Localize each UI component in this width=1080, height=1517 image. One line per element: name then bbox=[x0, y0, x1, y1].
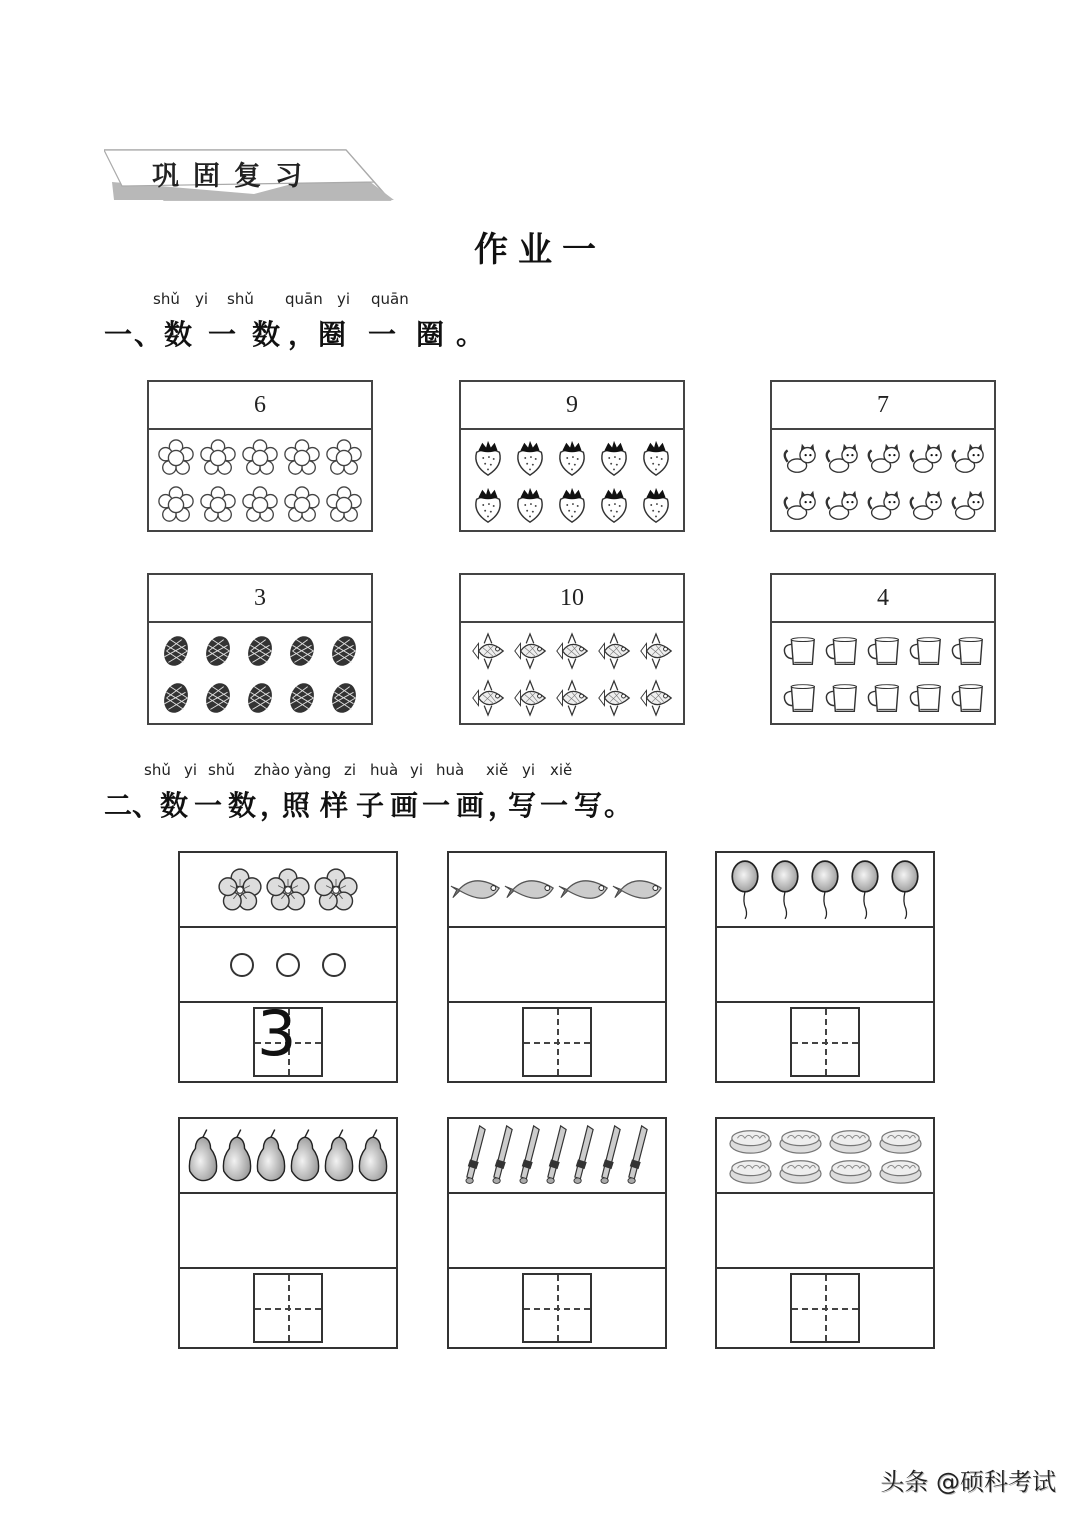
bread-icon bbox=[827, 1127, 874, 1155]
char: ， bbox=[288, 318, 319, 351]
target-number: 4 bbox=[772, 575, 994, 623]
writing-row bbox=[180, 997, 396, 1081]
flower-icon[interactable] bbox=[157, 486, 195, 524]
drawing-area[interactable] bbox=[180, 928, 396, 1003]
fish-icon[interactable] bbox=[595, 632, 633, 670]
flower-icon[interactable] bbox=[325, 486, 363, 524]
fish-icon bbox=[503, 870, 557, 910]
fish-icon[interactable] bbox=[595, 679, 633, 717]
count-box-flowers bbox=[147, 380, 373, 532]
char: 写 bbox=[508, 789, 537, 822]
char: ， bbox=[260, 789, 289, 822]
fish-icon[interactable] bbox=[553, 632, 591, 670]
strawberry-icon[interactable] bbox=[637, 486, 675, 524]
writing-row bbox=[180, 1269, 396, 1347]
pinecone-grid[interactable] bbox=[149, 623, 371, 725]
section-number: 一、 bbox=[104, 318, 165, 351]
char: ， bbox=[488, 789, 517, 822]
cat-icon[interactable] bbox=[780, 439, 818, 477]
char: 数 bbox=[164, 318, 195, 351]
pinyin: xiě bbox=[486, 761, 509, 779]
cup-icon[interactable] bbox=[864, 679, 902, 717]
strawberry-icon[interactable] bbox=[595, 486, 633, 524]
cup-icon[interactable] bbox=[822, 679, 860, 717]
circle-icon bbox=[322, 953, 346, 977]
cat-icon[interactable] bbox=[948, 439, 986, 477]
draw-box-fish bbox=[447, 851, 667, 1083]
pear-icon bbox=[220, 1128, 254, 1184]
pinecone-icon[interactable] bbox=[199, 679, 237, 717]
flower-icon[interactable] bbox=[283, 486, 321, 524]
fish-icon[interactable] bbox=[637, 679, 675, 717]
count-box-pinecones bbox=[147, 573, 373, 725]
drawing-area[interactable] bbox=[717, 928, 933, 1003]
plum-flower-icon bbox=[266, 868, 310, 912]
draw-box-balloons bbox=[715, 851, 935, 1083]
writing-grid[interactable] bbox=[522, 1007, 592, 1077]
draw-box-flowers bbox=[178, 851, 398, 1083]
cat-icon[interactable] bbox=[822, 439, 860, 477]
pinyin: yi bbox=[522, 761, 536, 779]
plum-flower-icon bbox=[218, 868, 262, 912]
strawberry-icon[interactable] bbox=[553, 486, 591, 524]
writing-grid[interactable] bbox=[253, 1273, 323, 1343]
section-banner bbox=[104, 146, 394, 204]
strawberry-icon[interactable] bbox=[469, 486, 507, 524]
char: 画 bbox=[456, 789, 485, 822]
pinecone-icon[interactable] bbox=[241, 679, 279, 717]
balloon-icon bbox=[888, 857, 922, 923]
char: 子 bbox=[356, 789, 385, 822]
circle-icon bbox=[276, 953, 300, 977]
cup-icon[interactable] bbox=[864, 632, 902, 670]
flower-icon[interactable] bbox=[283, 439, 321, 477]
writing-row bbox=[449, 1269, 665, 1347]
pinyin: yi bbox=[184, 761, 198, 779]
cup-icon[interactable] bbox=[948, 679, 986, 717]
writing-grid[interactable] bbox=[790, 1007, 860, 1077]
cup-grid[interactable] bbox=[772, 623, 994, 725]
bread-icon bbox=[877, 1157, 924, 1185]
count-box-cups bbox=[770, 573, 996, 725]
pinecone-icon[interactable] bbox=[283, 632, 321, 670]
drawing-area[interactable] bbox=[717, 1194, 933, 1269]
cup-icon[interactable] bbox=[780, 632, 818, 670]
pinyin: yi bbox=[337, 290, 351, 308]
char: 数 bbox=[228, 789, 257, 822]
fish-icon bbox=[449, 870, 503, 910]
bread-icon bbox=[727, 1127, 774, 1155]
cat-icon[interactable] bbox=[906, 439, 944, 477]
char: 一 bbox=[422, 789, 451, 822]
plum-flower-icon bbox=[314, 868, 358, 912]
section1-pinyin bbox=[153, 290, 409, 308]
drawing-area[interactable] bbox=[180, 1194, 396, 1269]
flower-icon[interactable] bbox=[241, 439, 279, 477]
count-box-cats bbox=[770, 380, 996, 532]
cat-grid[interactable] bbox=[772, 430, 994, 532]
pinyin: huà bbox=[436, 761, 465, 779]
strawberry-icon[interactable] bbox=[511, 439, 549, 477]
fish-icon[interactable] bbox=[469, 632, 507, 670]
pear-icon bbox=[322, 1128, 356, 1184]
circle-icon bbox=[230, 953, 254, 977]
char: 。 bbox=[456, 318, 487, 351]
pinecone-icon[interactable] bbox=[325, 679, 363, 717]
char: 数 bbox=[160, 789, 189, 822]
bread-icon bbox=[827, 1157, 874, 1185]
char: 照 bbox=[282, 789, 311, 822]
count-box-strawberries bbox=[459, 380, 685, 532]
pinyin: quān bbox=[371, 290, 409, 308]
section1-heading bbox=[104, 313, 486, 353]
balloon-icon bbox=[768, 857, 802, 923]
target-number: 9 bbox=[461, 382, 683, 430]
flower-icon[interactable] bbox=[157, 439, 195, 477]
cat-icon[interactable] bbox=[864, 439, 902, 477]
strawberry-icon[interactable] bbox=[637, 439, 675, 477]
pear-icon bbox=[186, 1128, 220, 1184]
char: 写 bbox=[574, 789, 603, 822]
picture-row bbox=[180, 1119, 396, 1194]
pinyin: zi bbox=[344, 761, 357, 779]
bread-icon bbox=[777, 1157, 824, 1185]
strawberry-icon[interactable] bbox=[469, 439, 507, 477]
picture-row bbox=[717, 853, 933, 928]
pinyin: huà bbox=[370, 761, 399, 779]
strawberry-icon[interactable] bbox=[511, 486, 549, 524]
fish-icon[interactable] bbox=[511, 632, 549, 670]
draw-box-pens bbox=[447, 1117, 667, 1349]
char: 一 bbox=[194, 789, 223, 822]
char: 一 bbox=[368, 318, 399, 351]
pinecone-icon[interactable] bbox=[157, 632, 195, 670]
strawberry-icon[interactable] bbox=[595, 439, 633, 477]
bread-icon bbox=[727, 1157, 774, 1185]
drawing-area[interactable] bbox=[449, 928, 665, 1003]
target-number: 3 bbox=[149, 575, 371, 623]
flower-icon[interactable] bbox=[325, 439, 363, 477]
section2-pinyin bbox=[144, 761, 572, 779]
pinyin: xiě bbox=[550, 761, 573, 779]
flower-grid[interactable] bbox=[149, 430, 371, 532]
pinecone-icon[interactable] bbox=[241, 632, 279, 670]
pinecone-icon[interactable] bbox=[283, 679, 321, 717]
pen-icon bbox=[519, 1124, 541, 1188]
balloon-icon bbox=[728, 857, 762, 923]
cat-icon[interactable] bbox=[822, 486, 860, 524]
pear-icon bbox=[288, 1128, 322, 1184]
char: 一 bbox=[208, 318, 239, 351]
writing-row bbox=[449, 1003, 665, 1081]
fish-icon[interactable] bbox=[511, 679, 549, 717]
strawberry-grid[interactable] bbox=[461, 430, 683, 532]
char: 圈 bbox=[416, 318, 447, 351]
fish-icon[interactable] bbox=[637, 632, 675, 670]
pen-icon bbox=[546, 1124, 568, 1188]
section-number: 二、 bbox=[104, 789, 161, 822]
pen-icon bbox=[573, 1124, 595, 1188]
pinecone-icon[interactable] bbox=[157, 679, 195, 717]
pinyin: shǔ bbox=[144, 761, 171, 779]
flower-icon[interactable] bbox=[241, 486, 279, 524]
target-number: 7 bbox=[772, 382, 994, 430]
pear-icon bbox=[254, 1128, 288, 1184]
picture-row bbox=[717, 1119, 933, 1194]
pinyin: yi bbox=[410, 761, 424, 779]
cup-icon[interactable] bbox=[822, 632, 860, 670]
char: 画 bbox=[390, 789, 419, 822]
cup-icon[interactable] bbox=[948, 632, 986, 670]
target-number: 10 bbox=[461, 575, 683, 623]
bread-icon bbox=[777, 1127, 824, 1155]
char: 一 bbox=[540, 789, 569, 822]
pen-icon bbox=[492, 1124, 514, 1188]
draw-box-pears bbox=[178, 1117, 398, 1349]
pen-icon bbox=[465, 1124, 487, 1188]
fish-grid[interactable] bbox=[461, 623, 683, 725]
cup-icon[interactable] bbox=[906, 632, 944, 670]
pear-icon bbox=[356, 1128, 390, 1184]
fish-icon bbox=[557, 870, 611, 910]
char: 数 bbox=[252, 318, 283, 351]
cup-icon[interactable] bbox=[780, 679, 818, 717]
draw-box-bread bbox=[715, 1117, 935, 1349]
watermark: 头条 @硕科考试 bbox=[880, 1468, 1056, 1496]
cup-icon[interactable] bbox=[906, 679, 944, 717]
picture-row bbox=[449, 1119, 665, 1194]
picture-row bbox=[180, 853, 396, 928]
answer-digit: 3 bbox=[257, 997, 297, 1070]
target-number: 6 bbox=[149, 382, 371, 430]
char: 样 bbox=[320, 789, 349, 822]
writing-grid[interactable] bbox=[253, 997, 323, 1077]
writing-row bbox=[717, 1003, 933, 1081]
char: 圈 bbox=[318, 318, 349, 351]
cat-icon[interactable] bbox=[906, 486, 944, 524]
pinecone-icon[interactable] bbox=[199, 632, 237, 670]
pinyin: yàng bbox=[294, 761, 332, 779]
pinyin: shǔ bbox=[153, 290, 180, 308]
writing-row bbox=[717, 1269, 933, 1347]
fish-icon[interactable] bbox=[469, 679, 507, 717]
pinyin: yi bbox=[195, 290, 209, 308]
bread-icon bbox=[877, 1127, 924, 1155]
cat-icon[interactable] bbox=[780, 486, 818, 524]
picture-row bbox=[449, 853, 665, 928]
drawing-area[interactable] bbox=[449, 1194, 665, 1269]
pinyin: zhào bbox=[254, 761, 290, 779]
fish-icon bbox=[611, 870, 665, 910]
char: 。 bbox=[604, 789, 633, 822]
flower-icon[interactable] bbox=[199, 486, 237, 524]
pinyin: shǔ bbox=[227, 290, 254, 308]
balloon-icon bbox=[808, 857, 842, 923]
writing-grid[interactable] bbox=[790, 1273, 860, 1343]
pen-icon bbox=[600, 1124, 622, 1188]
section2-heading bbox=[104, 784, 632, 824]
pinecone-icon[interactable] bbox=[325, 632, 363, 670]
banner-label: 巩固复习 bbox=[152, 161, 316, 192]
count-box-fish bbox=[459, 573, 685, 725]
balloon-icon bbox=[848, 857, 882, 923]
cat-icon[interactable] bbox=[864, 486, 902, 524]
pen-icon bbox=[627, 1124, 649, 1188]
cat-icon[interactable] bbox=[948, 486, 986, 524]
pinyin: quān bbox=[285, 290, 323, 308]
flower-icon[interactable] bbox=[199, 439, 237, 477]
page-title: 作业一 bbox=[474, 230, 606, 270]
fish-icon[interactable] bbox=[553, 679, 591, 717]
pinyin: shǔ bbox=[208, 761, 235, 779]
strawberry-icon[interactable] bbox=[553, 439, 591, 477]
writing-grid[interactable] bbox=[522, 1273, 592, 1343]
